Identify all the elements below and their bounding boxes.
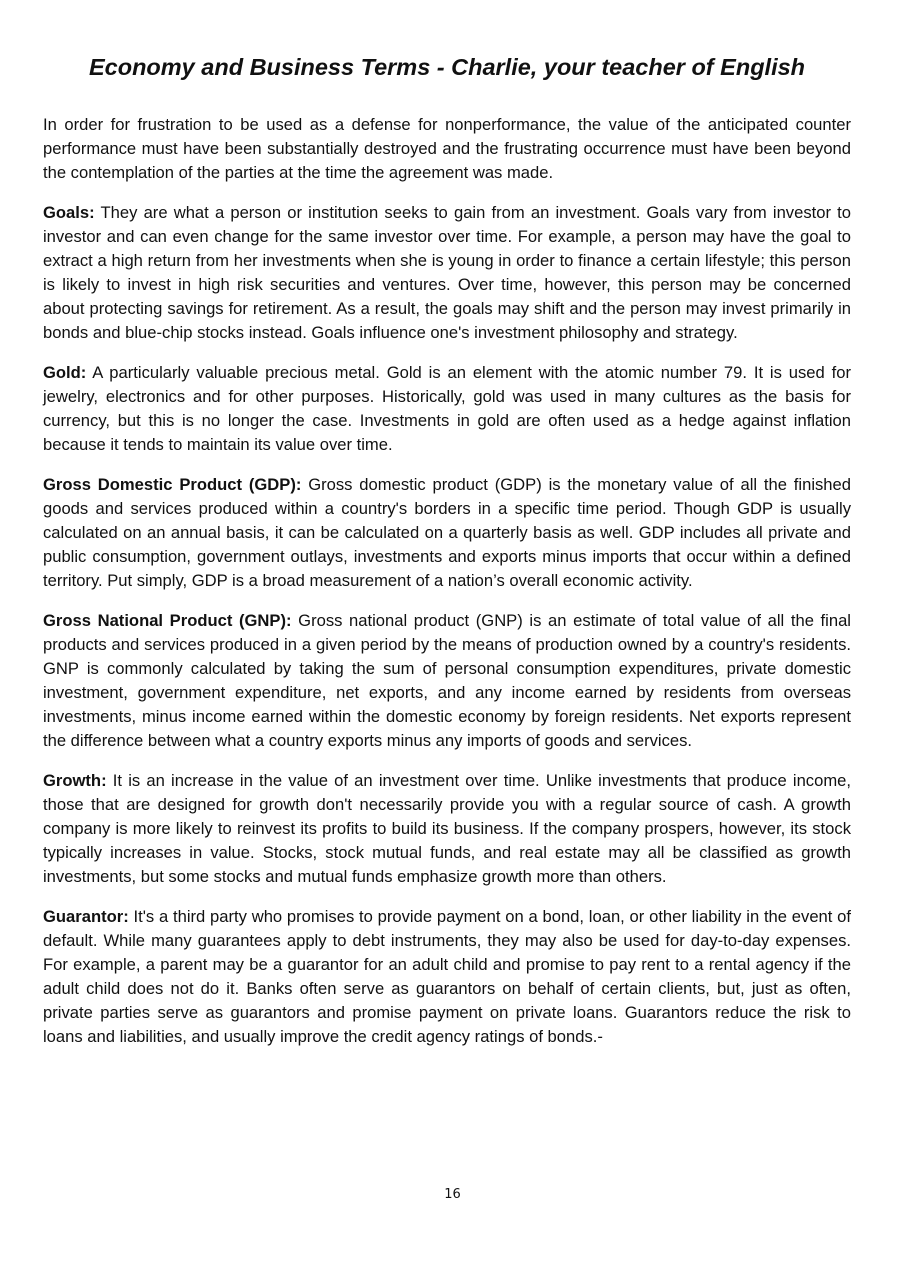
- entry-text: Gross domestic product (GDP) is the monetary value of all the finished goods and services produced within a country's borders in a specific time period. Though GDP is usually calculated on an annual basis, it can be calculated on a quarterly basis as well. GDP includes all private and public consumption, government outlays, investments and exports minus imports that occur within a defined territory. Put simply, GDP is a broad measurement of a nation’s overall economic activity.: [43, 475, 851, 590]
- entry-text: Gross national product (GNP) is an estimate of total value of all the final products and services produced in a given period by the means of production owned by a country's residents. GNP is commonly calculated by taking the sum of personal consumption expenditures, private domestic investment, government expenditure, net exports, and any income earned by residents from overseas investments, minus income earned within the domestic economy by foreign residents. Net exports represent the difference between what a country exports minus any imports of goods and services.: [43, 611, 851, 750]
- entry-term: Goals:: [43, 203, 95, 222]
- page-number: 16: [444, 1187, 461, 1202]
- entry-term: Gross National Product (GNP):: [43, 611, 292, 630]
- entry-gold: [43, 361, 851, 457]
- entry-text: It is an increase in the value of an investment over time. Unlike investments that produce income, those that are designed for growth don't necessarily provide you with a regular source of cash. A growth company is more likely to reinvest its profits to build its business. If the company prospers, however, its stock typically increases in value. Stocks, stock mutual funds, and real estate may all be classified as growth investments, but some stocks and mutual funds emphasize growth more than others.: [43, 771, 851, 886]
- entry-growth: [43, 769, 851, 889]
- entry-goals: [43, 201, 851, 345]
- entry-text: A particularly valuable precious metal. Gold is an element with the atomic number 79. It is used for jewelry, electronics and for other purposes. Historically, gold was used in many cultures as the basis for currency, but this is no longer the case. Investments in gold are often used as a hedge against inflation because it tends to maintain its value over time.: [43, 363, 851, 454]
- document-title: Economy and Business Terms - Charlie, your teacher of English: [88, 54, 806, 80]
- entry-term: Growth:: [43, 771, 107, 790]
- entry-text: They are what a person or institution seeks to gain from an investment. Goals vary from investor to investor and can even change for the same investor over time. For example, a person may have the goal to extract a high return from her investments when she is young in order to finance a certain lifestyle; this person is likely to invest in high risk securities and ventures. Over time, however, this person may be concerned about protecting savings for retirement. As a result, the goals may shift and the person may invest primarily in bonds and blue-chip stocks instead. Goals influence one's investment philosophy and strategy.: [43, 203, 851, 342]
- entry-term: Gold:: [43, 363, 87, 382]
- entry-guarantor: [43, 905, 851, 1049]
- intro-paragraph: In order for frustration to be used as a defense for nonperformance, the value of the anticipated counter performance must have been substantially destroyed and the frustrating occurrence must have been beyond the contemplation of the parties at the time the agreement was made.: [43, 115, 851, 182]
- entry-gdp: [43, 473, 851, 593]
- entry-text: It's a third party who promises to provide payment on a bond, loan, or other liability in the event of default. While many guarantees apply to debt instruments, they may also be used for day-to-day expenses. For example, a parent may be a guarantor for an adult child and promise to pay rent to a rental agency if the adult child does not do it. Banks often serve as guarantors on behalf of certain clients, but, just as often, private parties serve as guarantors and promise payment on private loans. Guarantors reduce the risk to loans and liabilities, and usually improve the credit agency ratings of bonds.-: [43, 907, 851, 1046]
- document-page: [43, 52, 851, 1065]
- entry-term: Gross Domestic Product (GDP):: [43, 475, 302, 494]
- entry-gnp: [43, 609, 851, 753]
- entry-term: Guarantor:: [43, 907, 129, 926]
